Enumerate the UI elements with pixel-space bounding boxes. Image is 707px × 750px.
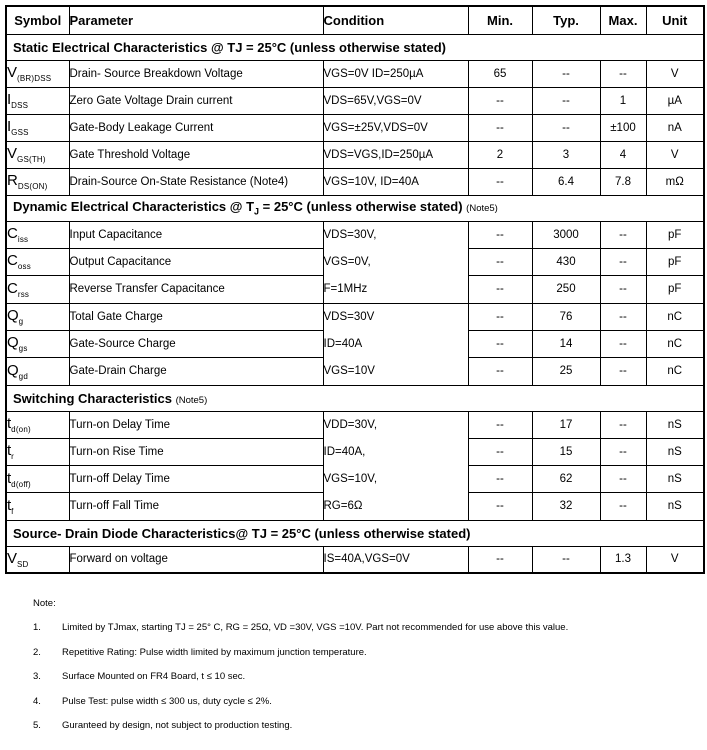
parameter-cell: Gate-Source Charge [69, 330, 323, 357]
unit-cell: nS [646, 411, 704, 438]
row-vbrdss [6, 60, 704, 87]
parameter-cell: Input Capacitance [69, 221, 323, 248]
min-cell: -- [468, 546, 532, 573]
symbol-cell: $V_{GS(TH)}$ [6, 141, 69, 168]
column-header-symbol: Symbol [6, 6, 69, 34]
typ-cell: -- [532, 546, 600, 573]
typ-cell: -- [532, 60, 600, 87]
parameter-cell: Turn-off Delay Time [69, 466, 323, 493]
max-cell: 7.8 [600, 168, 646, 195]
notes-label: Note: [33, 598, 56, 609]
unit-cell: nC [646, 330, 704, 357]
unit-cell: V [646, 546, 704, 573]
symbol-cell: $Q_{gs}$ [6, 330, 69, 357]
unit-cell: pF [646, 221, 704, 248]
parameter-cell: Drain-Source On-State Resistance (Note4) [69, 168, 323, 195]
section-note-ref: (Note5) [466, 203, 498, 215]
row-tdon [6, 411, 704, 438]
max-cell: -- [600, 493, 646, 520]
symbol-cell: $I_{GSS}$ [6, 114, 69, 141]
unit-cell: mΩ [646, 168, 704, 195]
min-cell: -- [468, 411, 532, 438]
typ-cell: -- [532, 114, 600, 141]
typ-cell: 14 [532, 330, 600, 357]
header-row [6, 6, 704, 34]
min-cell: -- [468, 438, 532, 465]
max-cell: 4 [600, 141, 646, 168]
symbol-cell: $t_r$ [6, 438, 69, 465]
row-idss [6, 87, 704, 114]
typ-cell: 3 [532, 141, 600, 168]
note-number: 3. [33, 671, 41, 682]
unit-cell: pF [646, 248, 704, 275]
min-cell: -- [468, 221, 532, 248]
note-item [33, 720, 702, 731]
typ-cell: -- [532, 87, 600, 114]
unit-cell: nS [646, 493, 704, 520]
condition-cell-gate-charge: VDS=30V ID=40A VGS=10V [323, 303, 468, 385]
column-header-parameter: Parameter [69, 6, 323, 34]
max-cell: -- [600, 358, 646, 385]
typ-cell: 25 [532, 358, 600, 385]
section-dynamic [6, 195, 704, 221]
parameter-cell: Forward on voltage [69, 546, 323, 573]
unit-cell: nS [646, 466, 704, 493]
condition-cell: VDS=65V,VGS=0V [323, 87, 468, 114]
min-cell: 65 [468, 60, 532, 87]
section-title-static: Static Electrical Characteristics @ TJ = 25°C (unless otherwise stated) [6, 34, 704, 60]
parameter-cell: Turn-on Delay Time [69, 411, 323, 438]
note-number: 1. [33, 622, 41, 633]
max-cell: -- [600, 330, 646, 357]
row-qg [6, 303, 704, 330]
note-text: Guranteed by design, not subject to production testing. [62, 720, 293, 731]
section-title-switching: Switching Characteristics (Note5) [6, 385, 704, 411]
condition-cell: VDS=VGS,ID=250µA [323, 141, 468, 168]
note-item [33, 647, 702, 658]
section-diode [6, 520, 704, 546]
typ-cell: 32 [532, 493, 600, 520]
typ-cell: 62 [532, 466, 600, 493]
note-text: Surface Mounted on FR4 Board, t ≤ 10 sec. [62, 671, 246, 682]
min-cell: -- [468, 358, 532, 385]
characteristics-table [5, 5, 705, 574]
max-cell: -- [600, 276, 646, 303]
column-header-max: Max. [600, 6, 646, 34]
parameter-cell: Gate-Drain Charge [69, 358, 323, 385]
row-vgsth [6, 141, 704, 168]
condition-cell: VGS=10V, ID=40A [323, 168, 468, 195]
note-number: 2. [33, 646, 41, 658]
section-switching [6, 385, 704, 411]
min-cell: -- [468, 493, 532, 520]
section-note-ref: (Note5) [175, 394, 208, 406]
unit-cell: nC [646, 358, 704, 385]
max-cell: -- [600, 438, 646, 465]
condition-cell: IS=40A,VGS=0V [323, 546, 468, 573]
unit-cell: nC [646, 303, 704, 330]
min-cell: -- [468, 276, 532, 303]
typ-cell: 15 [532, 438, 600, 465]
min-cell: 2 [468, 141, 532, 168]
max-cell: -- [600, 60, 646, 87]
symbol-cell: $C_{oss}$ [6, 248, 69, 275]
unit-cell: µA [646, 87, 704, 114]
parameter-cell: Output Capacitance [69, 248, 323, 275]
parameter-cell: Gate Threshold Voltage [69, 141, 323, 168]
max-cell: -- [600, 303, 646, 330]
parameter-cell: Turn-on Rise Time [69, 438, 323, 465]
typ-cell: 17 [532, 411, 600, 438]
unit-cell: nS [646, 438, 704, 465]
row-vsd [6, 546, 704, 573]
parameter-cell: Total Gate Charge [69, 303, 323, 330]
min-cell: -- [468, 87, 532, 114]
note-item [33, 696, 702, 707]
max-cell: ±100 [600, 114, 646, 141]
note-item [33, 671, 702, 682]
min-cell: -- [468, 303, 532, 330]
max-cell: -- [600, 411, 646, 438]
min-cell: -- [468, 168, 532, 195]
parameter-cell: Zero Gate Voltage Drain current [69, 87, 323, 114]
column-header-condition: Condition [323, 6, 468, 34]
symbol-cell: $V_{(BR)DSS}$ [6, 60, 69, 87]
note-text: Repetitive Rating: Pulse width limited by maximum junction temperature. [62, 646, 367, 658]
section-title-dynamic: Dynamic Electrical Characteristics @ $T_J = 25^\circ C$ (unless otherwise stated) (Note5) [6, 195, 704, 221]
min-cell: -- [468, 248, 532, 275]
max-cell: -- [600, 466, 646, 493]
max-cell: -- [600, 221, 646, 248]
typ-cell: 3000 [532, 221, 600, 248]
typ-cell: 430 [532, 248, 600, 275]
symbol-cell: $C_{iss}$ [6, 221, 69, 248]
row-igss [6, 114, 704, 141]
min-cell: -- [468, 466, 532, 493]
row-rdson [6, 168, 704, 195]
note-text: Pulse Test: pulse width ≤ 300 us, duty cycle ≤ 2%. [62, 695, 272, 707]
min-cell: -- [468, 114, 532, 141]
unit-cell: V [646, 60, 704, 87]
symbol-cell: $R_{DS(ON)}$ [6, 168, 69, 195]
condition-cell: VGS=0V ID=250µA [323, 60, 468, 87]
typ-cell: 250 [532, 276, 600, 303]
note-item [33, 622, 702, 633]
symbol-cell: $V_{SD}$ [6, 546, 69, 573]
column-header-min: Min. [468, 6, 532, 34]
max-cell: -- [600, 248, 646, 275]
min-cell: -- [468, 330, 532, 357]
max-cell: 1.3 [600, 546, 646, 573]
column-header-unit: Unit [646, 6, 704, 34]
symbol-cell: $t_f$ [6, 493, 69, 520]
typ-cell: 6.4 [532, 168, 600, 195]
symbol-cell: $t_{d(on)}$ [6, 411, 69, 438]
notes-section [33, 598, 702, 731]
note-number: 4. [33, 695, 41, 707]
typ-cell: 76 [532, 303, 600, 330]
parameter-cell: Reverse Transfer Capacitance [69, 276, 323, 303]
row-ciss [6, 221, 704, 248]
note-number: 5. [33, 720, 41, 731]
parameter-cell: Turn-off Fall Time [69, 493, 323, 520]
note-text: Limited by TJmax, starting TJ = 25° C, RG = 25Ω, VD =30V, VGS =10V. Part not recommended for use above this value. [62, 622, 569, 633]
unit-cell: nA [646, 114, 704, 141]
symbol-cell: $t_{d(off)}$ [6, 466, 69, 493]
condition-cell: VGS=±25V,VDS=0V [323, 114, 468, 141]
section-title-diode: Source- Drain Diode Characteristics@ TJ = 25°C (unless otherwise stated) [6, 520, 704, 546]
symbol-cell: $I_{DSS}$ [6, 87, 69, 114]
parameter-cell: Gate-Body Leakage Current [69, 114, 323, 141]
condition-cell-switching: VDD=30V, ID=40A, VGS=10V, RG=6Ω [323, 411, 468, 520]
condition-cell-capacitance: VDS=30V, VGS=0V, F=1MHz [323, 221, 468, 303]
symbol-cell: $C_{rss}$ [6, 276, 69, 303]
column-header-typ: Typ. [532, 6, 600, 34]
symbol-cell: $Q_g$ [6, 303, 69, 330]
unit-cell: V [646, 141, 704, 168]
unit-cell: pF [646, 276, 704, 303]
parameter-cell: Drain- Source Breakdown Voltage [69, 60, 323, 87]
max-cell: 1 [600, 87, 646, 114]
symbol-cell: $Q_{gd}$ [6, 358, 69, 385]
section-static [6, 34, 704, 60]
